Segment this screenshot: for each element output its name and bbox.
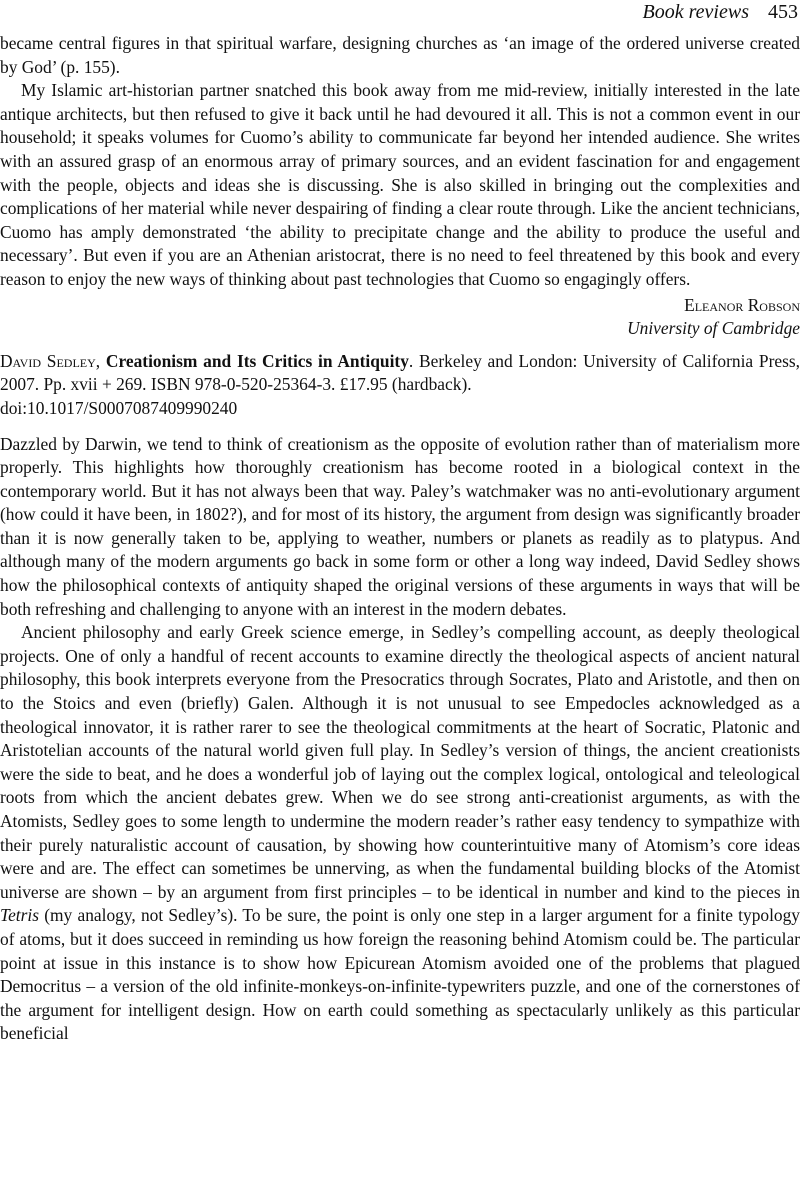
- tetris-title: Tetris: [0, 905, 39, 926]
- running-head: [0, 0, 800, 24]
- review2-paragraph-2-part-a: Ancient philosophy and early Greek science emerge, in Sedley’s compelling account, as deeply theological projects. One of only a handful of recent accounts to examine directly the theological aspects of ancient natural philosophy, this book interprets everyone from the Presocratics through Socrates, Plato and Aristotle, and then on to the Stoics and even (briefly) Galen. Although it is not unusual to see Empedocles acknowledged as a theological innovator, it is rather rarer to see the theological commitments at the heart of Socratic, Platonic and Aristotelian accounts of the natural world given full play. In Sedley’s version of things, the ancient creationists were the side to beat, and he does a wonderful job of laying out the complex logical, ontological and teleological roots from which the ancient debates grew. When we do see strong anti-creationist arguments, as with the Atomists, Sedley goes to some length to undermine the modern reader’s rather easy tendency to sympathize with their purely naturalistic account of causation, by showing how counterintuitive many of Atomism’s core ideas were and are. The effect can sometimes be unnerving, as when the fundamental building blocks of the Atomist universe are shown – by an argument from first principles – to be identical in number and kind to the pieces in: [0, 622, 800, 902]
- body-text: [0, 32, 800, 1046]
- book-author: David Sedley: [0, 350, 96, 371]
- reviewer-name: Eleanor Robson: [684, 294, 800, 315]
- review2-citation: David Sedley, Creationism and Its Critics in Antiquity. Berkeley and London: University of California Press, 2007. Pp. xvii + 269. ISBN 978-0-520-25364-3. £17.95 (hardback). doi:10.1017/S0007087409990240: [0, 350, 800, 421]
- book-title: Creationism and Its Critics in Antiquity: [105, 350, 409, 371]
- reviewer-affiliation: University of Cambridge: [627, 318, 800, 339]
- review1-continued-paragraph: became central figures in that spiritual warfare, designing churches as ‘an image of the ordered universe created by God’ (p. 155).: [0, 33, 800, 77]
- book-publication-details: . Berkeley and London: University of California Press, 2007. Pp. xvii + 269. ISBN 978-0-520-25364-3. £17.95 (hardback).: [0, 350, 800, 395]
- page-number: 453: [768, 1, 798, 23]
- running-head-title: Book reviews: [642, 1, 749, 23]
- review1-final-paragraph: My Islamic art-historian partner snatched this book away from me mid-review, initially interested in the late antique architects, but then refused to give it back until he had devoured it all. This is not a common event in our household; it speaks volumes for Cuomo’s ability to communicate far beyond her intended audience. She writes with an assured grasp of an enormous array of primary sources, and an evident fascination for and engagement with the people, objects and ideas she is discussing. She is also skilled in bringing out the complexities and complications of her material while never despairing of finding a clear route through. Like the ancient technicians, Cuomo has amply demonstrated ‘the ability to precipitate change and the ability to produce the useful and necessary’. But even if you are an Athenian aristocrat, there is no need to feel threatened by this book and every reason to enjoy the new ways of thinking about past technologies that Cuomo so engagingly offers.: [0, 80, 800, 289]
- review2-paragraph-1: Dazzled by Darwin, we tend to think of creationism as the opposite of evolution rather than of materialism more properly. This highlights how thoroughly creationism has become rooted in a biological context in the contemporary world. But it has not always been that way. Paley’s watchmaker was no anti-evolutionary argument (how could it have been, in 1802?), and for most of its history, the argument from design was significantly broader than it is now generally taken to be, applying to weather, numbers or planets as readily as to platypus. And although many of the modern arguments go back in some form or other a long way indeed, David Sedley shows how the philosophical contexts of antiquity shaped the original versions of these arguments in ways that will be both refreshing and challenging to anyone with an interest in the modern debates.: [0, 433, 800, 619]
- review2-paragraph-2: [0, 621, 800, 1046]
- review2-paragraph-2-part-b: (my analogy, not Sedley’s). To be sure, the point is only one step in a larger argument for a finite typology of atoms, but it does succeed in reminding us how foreign the reasoning behind Atomism could be. The particular point at issue in this instance is to show how Epicurean Atomism avoided one of the problems that plagued Democritus – a version of the old infinite-monkeys-on-infinite-typewriters puzzle, and one of the cornerstones of the argument for intelligent design. How on earth could something as spectacularly unlikely as this particular beneficial: [0, 905, 800, 1044]
- book-doi: doi:10.1017/S0007087409990240: [0, 397, 238, 418]
